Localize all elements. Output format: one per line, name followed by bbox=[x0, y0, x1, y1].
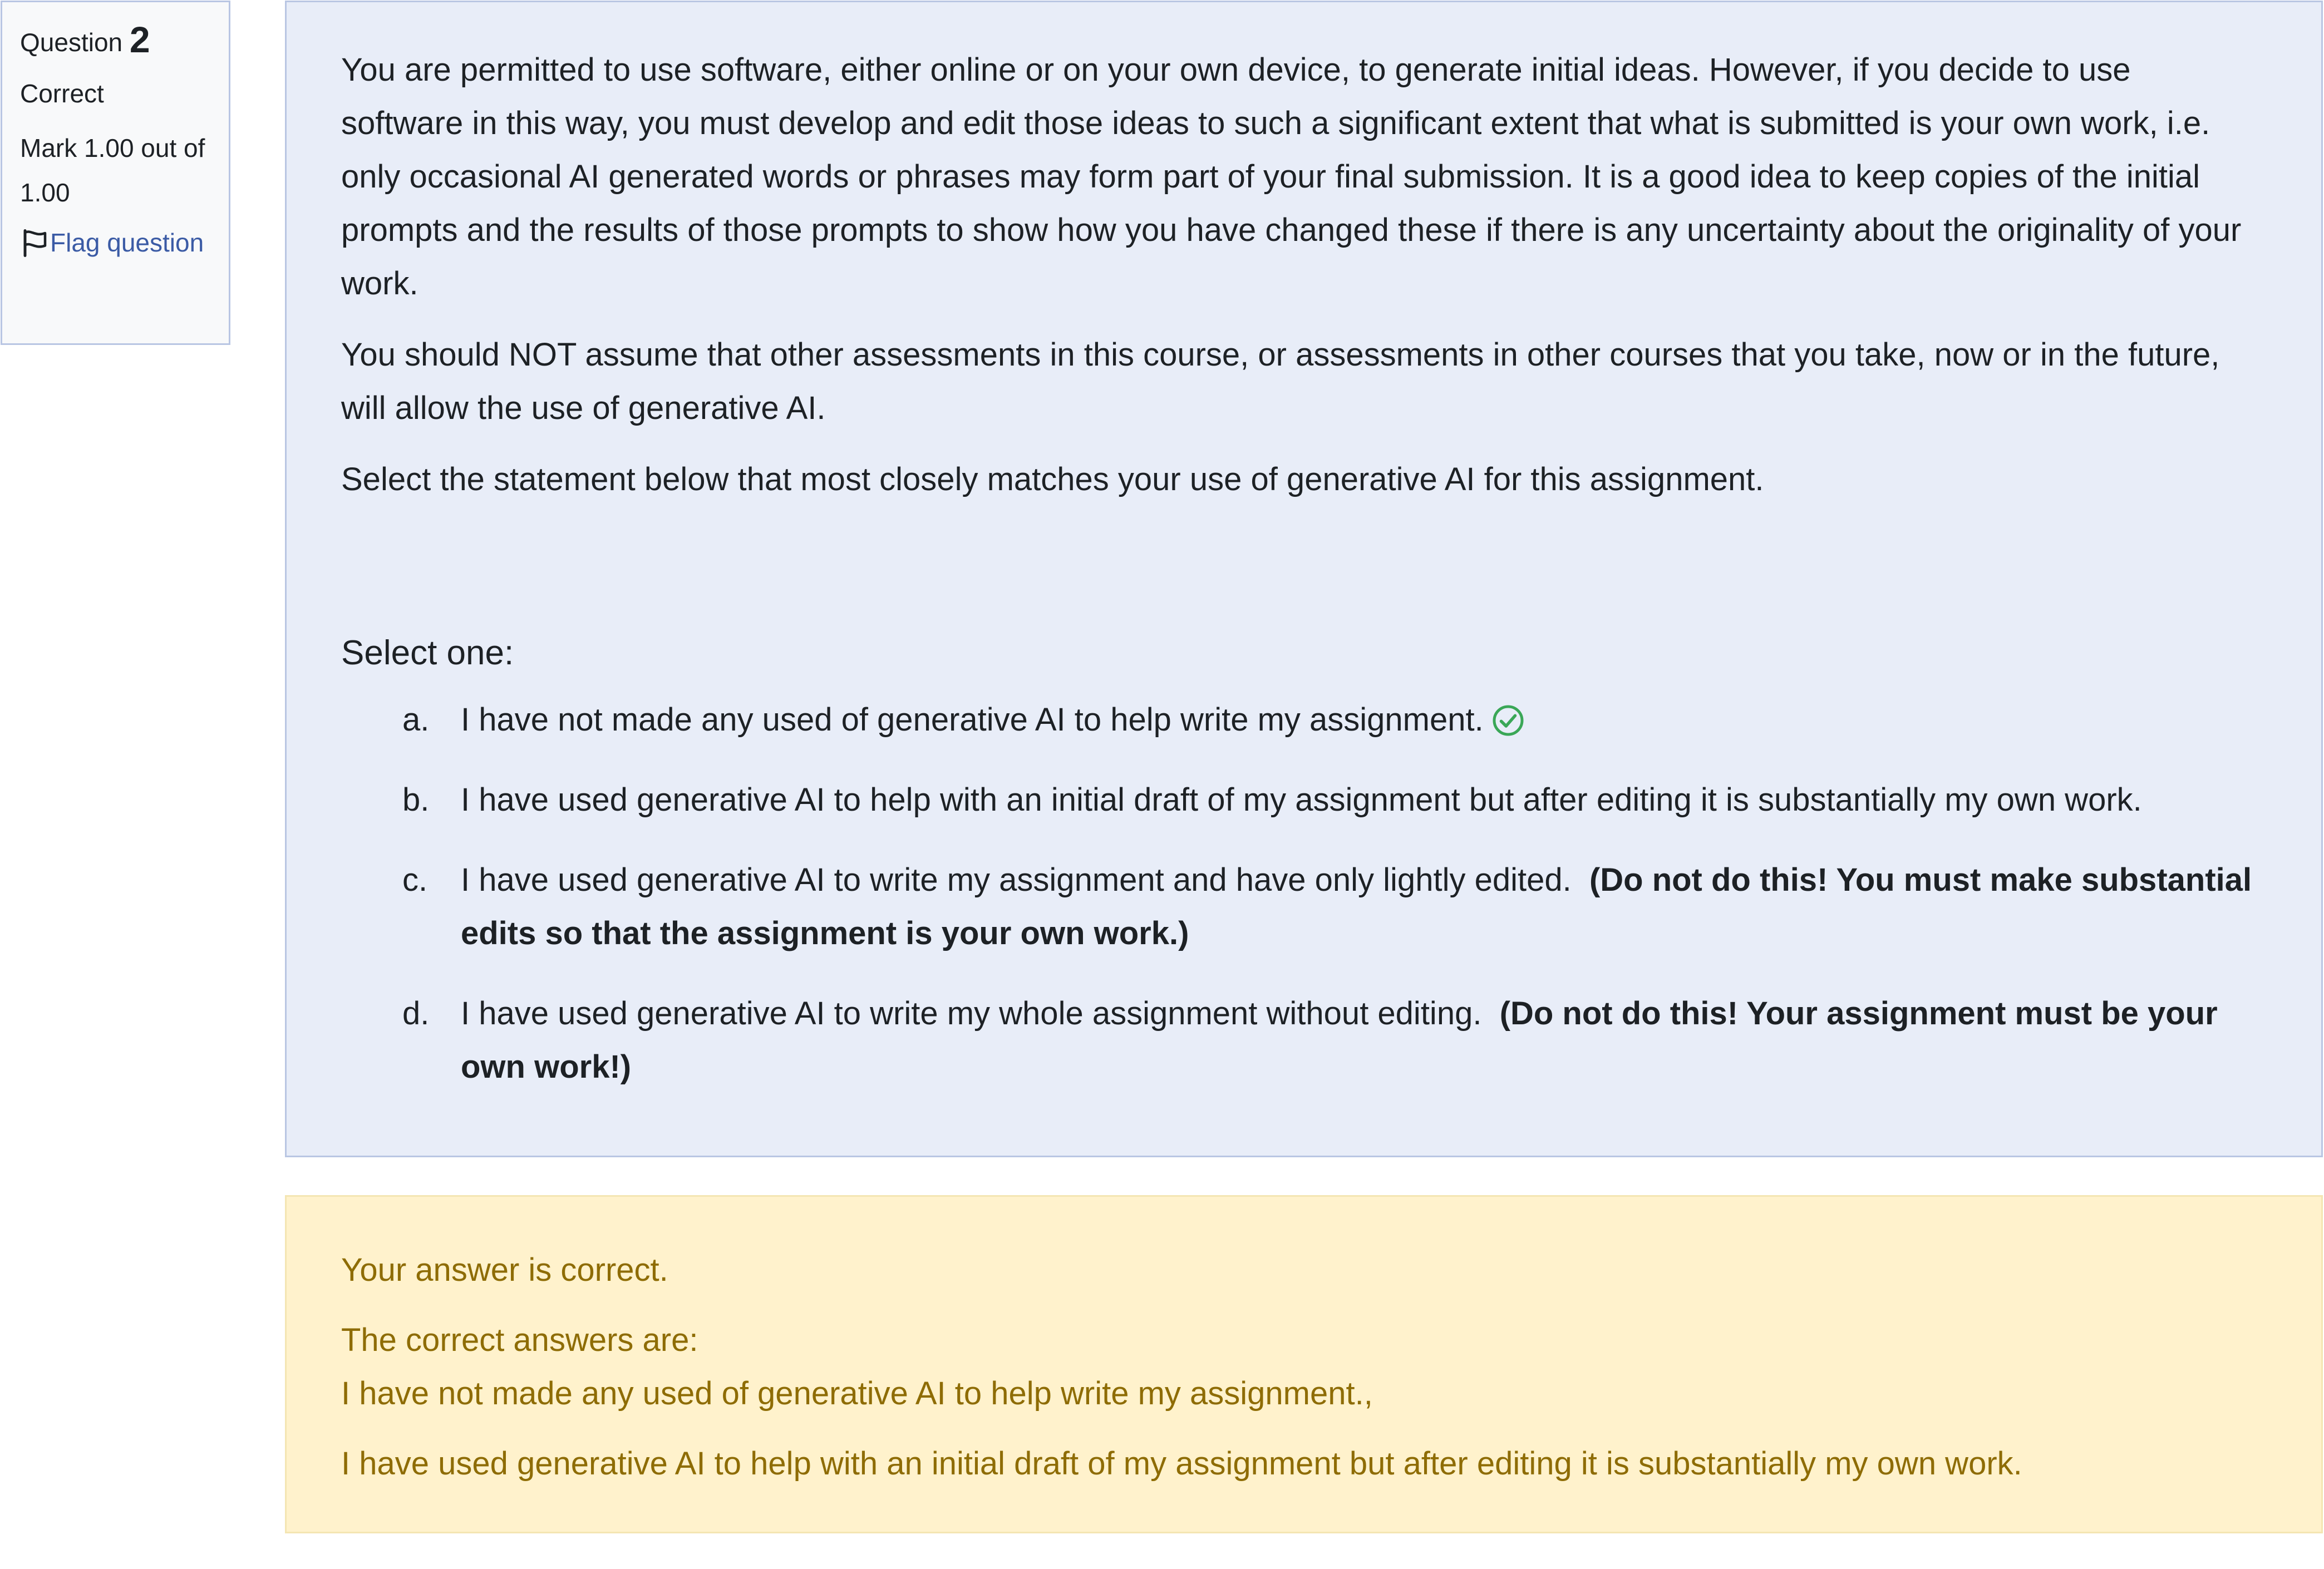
option-letter: c. bbox=[402, 862, 428, 898]
question-info bbox=[1, 1, 230, 345]
question-number-heading bbox=[20, 18, 211, 62]
flag-icon bbox=[20, 228, 50, 258]
option-warning: (Do not do this! Your assignment must be your own work!) bbox=[461, 995, 2218, 1085]
question-text bbox=[341, 43, 2254, 506]
option-label: I have used generative AI to write my assignment and have only lightly edited. bbox=[461, 862, 1572, 898]
option-text bbox=[461, 693, 2254, 747]
flag-question-link[interactable] bbox=[20, 221, 211, 264]
question-paragraph: You are permitted to use software, either online or on your own device, to generate initial ideas. However, if you decide to use software in this way, you must develop and edit those ideas to such a significant extent that what is submitted is your own work, i.e. only occasional AI generated words or phrases may form part of your final submission. It is a good idea to keep copies of the initial prompts and the results of those prompts to show how you have changed these if there is any uncertainty about the originality of your work. bbox=[341, 52, 2242, 302]
answer-option-a[interactable] bbox=[402, 693, 2254, 747]
option-label: I have used generative AI to write my whole assignment without editing. bbox=[461, 995, 1482, 1032]
answer-option-d[interactable] bbox=[402, 987, 2254, 1094]
question-label: Question bbox=[20, 28, 123, 57]
option-text bbox=[461, 853, 2254, 960]
question-grade: Mark 1.00 out of 1.00 bbox=[20, 134, 205, 208]
flag-question-label: Flag question bbox=[50, 228, 204, 258]
question-paragraph: You should NOT assume that other assessments in this course, or assessments in other courses that you take, now or in the future, will allow the use of generative AI. bbox=[341, 337, 2220, 426]
option-label: I have not made any used of generative AI to help write my assignment. bbox=[461, 702, 1484, 738]
option-letter: a. bbox=[402, 702, 430, 738]
feedback-box bbox=[285, 1195, 2323, 1533]
correct-answers-title: The correct answers are: bbox=[341, 1322, 698, 1358]
option-text bbox=[461, 987, 2254, 1094]
check-circle-icon bbox=[1491, 704, 1525, 737]
question-number: 2 bbox=[129, 19, 150, 60]
correct-answer-item: I have not made any used of generative AI to help write my assignment., bbox=[341, 1375, 1373, 1412]
question-paragraph: Select the statement below that most closely matches your use of generative AI for this assignment. bbox=[341, 461, 1764, 497]
option-letter: d. bbox=[402, 995, 430, 1032]
feedback-result: Your answer is correct. bbox=[341, 1252, 668, 1288]
answer-options bbox=[341, 693, 2254, 1094]
answer-option-c[interactable] bbox=[402, 853, 2254, 960]
correct-answer-item: I have used generative AI to help with an initial draft of my assignment but after editing it is substantially my own work. bbox=[341, 1445, 2022, 1482]
question-formulation bbox=[285, 1, 2323, 1157]
option-label: I have used generative AI to help with an initial draft of my assignment but after editing it is substantially my own work. bbox=[461, 782, 2142, 818]
question-state: Correct bbox=[20, 79, 104, 108]
option-text bbox=[461, 773, 2254, 827]
answer-option-b[interactable] bbox=[402, 773, 2254, 827]
option-letter: b. bbox=[402, 782, 430, 818]
select-one-prompt: Select one: bbox=[341, 634, 514, 672]
option-warning: (Do not do this! You must make substantial edits so that the assignment is your own work.) bbox=[461, 862, 2252, 951]
